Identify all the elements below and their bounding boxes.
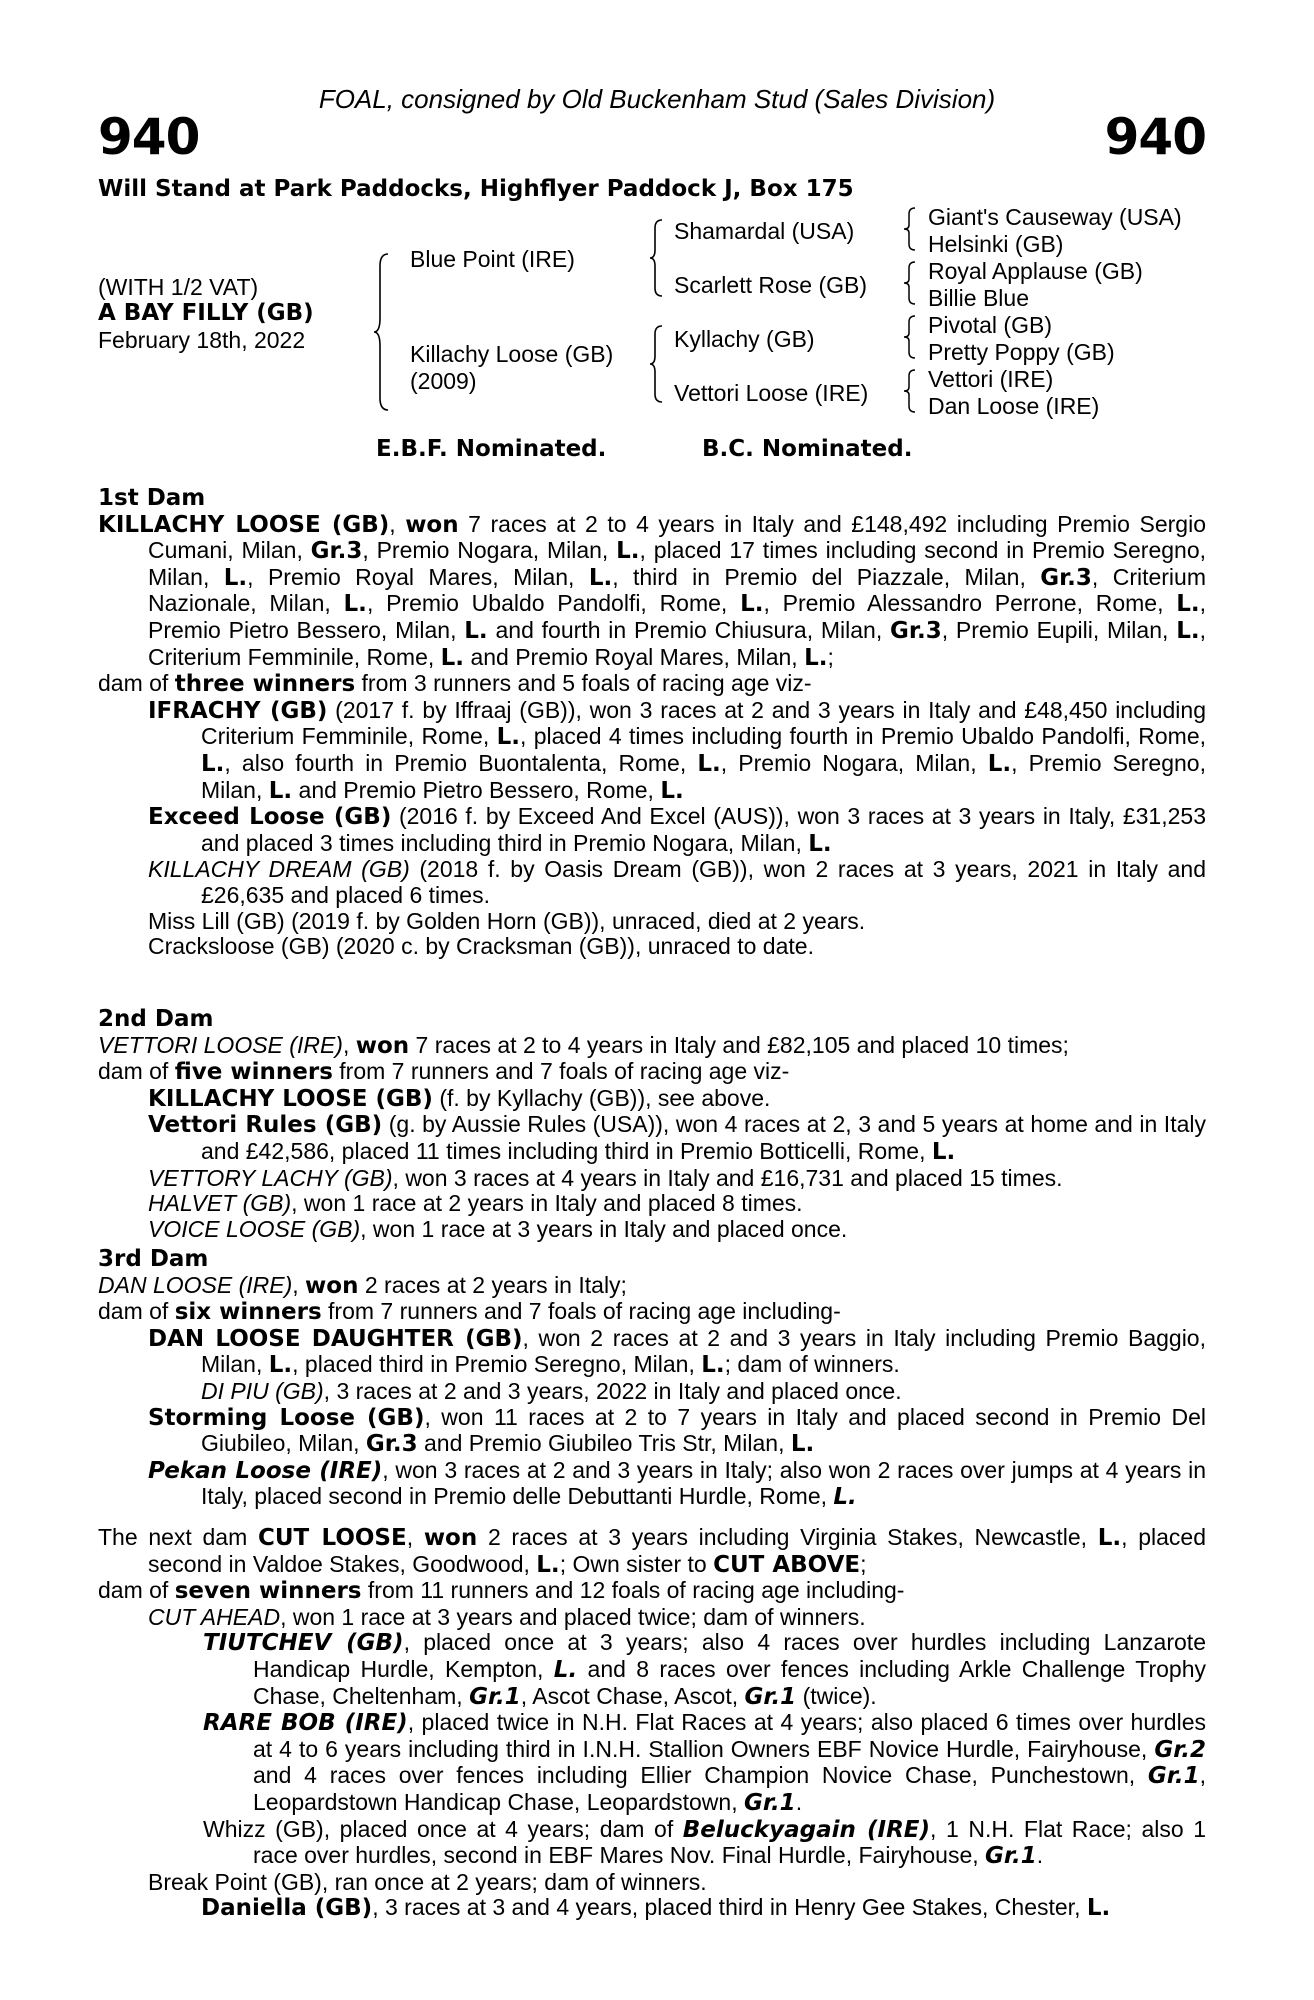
dam-record: VETTORI LOOSE (IRE), won 7 races at 2 to 4 years in Italy and £82,105 and placed 10 times; <box>98 1031 1069 1059</box>
produce-entry: VETTORY LACHY (GB), won 3 races at 4 years in Italy and £16,731 and placed 15 times. <box>148 1164 1063 1191</box>
consignment-line: FOAL, consigned by Old Buckenham Stud (Sales Division) <box>318 84 996 114</box>
produce-entry: Miss Lill (GB) (2019 f. by Golden Horn (GB)), unraced, died at 2 years. <box>148 907 866 934</box>
produce-entry: KILLACHY LOOSE (GB) (f. by Kyllachy (GB)), see above. <box>148 1084 771 1112</box>
section-heading: 2nd Dam <box>98 1006 214 1032</box>
produce-entry: Break Point (GB), ran once at 2 years; dam of winners. <box>148 1868 707 1895</box>
pedigree-brace-sire <box>648 218 666 298</box>
sire-sire: Shamardal (USA) <box>674 218 855 244</box>
dam-sire: Kyllachy (GB) <box>674 326 815 352</box>
dam-produce-summary: dam of five winners from 7 runners and 7 foals of racing age viz- <box>98 1058 790 1086</box>
produce-entry: RARE BOB (IRE), placed twice in N.H. Flat Races at 4 years; also placed 6 times over hurdles at 4 to 6 years including third in I.N.H. Stallion Owners EBF Novice Hurdle, Fairyhouse, Gr.2 and 4 races over fences including Ellier Champion Novice Chase, Punchestown, Gr.1, Leopardstown Handicap Chase, Leopardstown, Gr.1. <box>203 1709 1206 1816</box>
pedigree-g7: Vettori (IRE) <box>928 366 1054 392</box>
pedigree-g3: Royal Applause (GB) <box>928 258 1143 284</box>
pedigree-g6: Pretty Poppy (GB) <box>928 339 1115 365</box>
section-heading: 3rd Dam <box>98 1246 209 1272</box>
pedigree-g5: Pivotal (GB) <box>928 312 1052 338</box>
dam-record: KILLACHY LOOSE (GB), won 7 races at 2 to 4 years in Italy and £148,492 including Premio Sergio Cumani, Milan, Gr.3, Premio Nogara, Milan, L., placed 17 times including second in Premio Seregno, Milan, L., Premio Royal Mares, Milan, L., third in Premio del Piazzale, Milan, Gr.3, Criterium Nazionale, Milan, L., Premio Ubaldo Pandolfi, Rome, L., Premio Alessandro Perrone, Rome, L., Premio Pietro Bessero, Milan, L. and fourth in Premio Chiusura, Milan, Gr.3, Premio Eupili, Milan, L., Criterium Femminile, Rome, L. and Premio Royal Mares, Milan, L.; <box>98 510 1207 671</box>
pedigree-brace-main <box>372 252 394 412</box>
produce-entry: HALVET (GB), won 1 race at 2 years in Italy and placed 8 times. <box>148 1190 803 1217</box>
dam-record: The next dam CUT LOOSE, won 2 races at 3 years including Virginia Stakes, Newcastle, L., placed second in Valdoe Stakes, Goodwood, L.; Own sister to CUT ABOVE; <box>98 1524 1207 1578</box>
produce-entry: Whizz (GB), placed once at 4 years; dam of Beluckyagain (IRE), 1 N.H. Flat Race; also 1 race over hurdles, second in EBF Mares Nov. Final Hurdle, Fairyhouse, Gr.1. <box>203 1815 1206 1870</box>
produce-entry: Storming Loose (GB), won 11 races at 2 to 7 years in Italy and placed second in Premio Del Giubileo, Milan, Gr.3 and Premio Giubileo Tris Str, Milan, L. <box>148 1403 1207 1458</box>
pedigree-g2: Helsinki (GB) <box>928 231 1064 257</box>
pedigree-brace-dam <box>648 324 666 404</box>
pedigree-brace-g4 <box>902 368 918 414</box>
produce-entry: IFRACHY (GB) (2017 f. by Iffraaj (GB)), won 3 races at 2 and 3 years in Italy and £48,450 including Criterium Femminile, Rome, L., placed 4 times including fourth in Premio Ubaldo Pandolfi, Rome, L., also fourth in Premio Buontalenta, Rome, L., Premio Nogara, Milan, L., Premio Seregno, Milan, L. and Premio Pietro Bessero, Rome, L. <box>148 696 1206 804</box>
pedigree-brace-g2 <box>902 260 918 306</box>
stand-location: Will Stand at Park Paddocks, Highflyer Paddock J, Box 175 <box>98 176 854 202</box>
produce-entry: Exceed Loose (GB) (2016 f. by Exceed And Excel (AUS)), won 3 races at 3 years in Italy, £31,253 and placed 3 times including third in Premio Nogara, Milan, L. <box>148 803 1206 857</box>
bc-nomination: B.C. Nominated. <box>702 436 913 462</box>
sire-dam: Scarlett Rose (GB) <box>674 272 867 298</box>
vat-note: (WITH 1/2 VAT) <box>98 274 259 300</box>
pedigree-g8: Dan Loose (IRE) <box>928 393 1100 419</box>
dam-name: Killachy Loose (GB) <box>410 341 614 367</box>
dam-produce-summary: dam of seven winners from 11 runners and 12 foals of racing age including- <box>98 1577 905 1605</box>
produce-entry: Daniella (GB), 3 races at 3 and 4 years, placed third in Henry Gee Stakes, Chester, L. <box>201 1894 1111 1922</box>
foaling-date: February 18th, 2022 <box>98 327 306 353</box>
ebf-nomination: E.B.F. Nominated. <box>376 436 607 462</box>
pedigree-g1: Giant's Causeway (USA) <box>928 204 1182 230</box>
pedigree-g4: Billie Blue <box>928 285 1029 311</box>
dam-produce-summary: dam of three winners from 3 runners and 5 foals of racing age viz- <box>98 670 812 698</box>
second-dam-section <box>98 1007 1206 1242</box>
dam-dam: Vettori Loose (IRE) <box>674 380 869 406</box>
produce-entry: Cracksloose (GB) (2020 c. by Cracksman (GB)), unraced to date. <box>148 933 814 960</box>
lot-number-left: 940 <box>98 108 200 166</box>
dam-produce-summary: dam of six winners from 7 runners and 7 foals of racing age including- <box>98 1298 841 1326</box>
third-dam-section <box>98 1247 1206 1511</box>
sire-name: Blue Point (IRE) <box>410 246 575 272</box>
first-dam-section <box>98 486 1206 960</box>
next-dam-section <box>98 1525 1206 1922</box>
produce-entry: KILLACHY DREAM (GB) (2018 f. by Oasis Dream (GB)), won 2 races at 3 years, 2021 in Italy and £26,635 and placed 6 times. <box>148 856 1206 908</box>
section-heading: 1st Dam <box>98 485 206 511</box>
pedigree-brace-g1 <box>902 206 918 252</box>
produce-entry: VOICE LOOSE (GB), won 1 race at 3 years in Italy and placed once. <box>148 1215 848 1242</box>
lot-number-right: 940 <box>1104 108 1206 166</box>
produce-entry: TIUTCHEV (GB), placed once at 3 years; also 4 races over hurdles including Lanzarote Handicap Hurdle, Kempton, L. and 8 races over fences including Arkle Challenge Trophy Chase, Cheltenham, Gr.1, Ascot Chase, Ascot, Gr.1 (twice). <box>203 1629 1206 1710</box>
pedigree-brace-g3 <box>902 314 918 360</box>
dam-record: DAN LOOSE (IRE), won 2 races at 2 years in Italy; <box>98 1271 627 1299</box>
produce-entry: Vettori Rules (GB) (g. by Aussie Rules (USA)), won 4 races at 2, 3 and 5 years at home and in Italy and £42,586, placed 11 times including third in Premio Botticelli, Rome, L. <box>148 1111 1206 1165</box>
produce-entry: DI PIU (GB), 3 races at 2 and 3 years, 2022 in Italy and placed once. <box>201 1377 902 1404</box>
produce-entry: Pekan Loose (IRE), won 3 races at 2 and 3 years in Italy; also won 2 races over jumps at 4 years in Italy, placed second in Premio delle Debuttanti Hurdle, Rome, L. <box>148 1456 1207 1511</box>
horse-name: A BAY FILLY (GB) <box>98 300 314 326</box>
produce-entry: DAN LOOSE DAUGHTER (GB), won 2 races at 2 and 3 years in Italy including Premio Baggio, Milan, L., placed third in Premio Seregno, Milan, L.; dam of winners. <box>148 1324 1206 1379</box>
dam-year: (2009) <box>410 368 477 394</box>
produce-entry: CUT AHEAD, won 1 race at 3 years and placed twice; dam of winners. <box>148 1603 866 1630</box>
